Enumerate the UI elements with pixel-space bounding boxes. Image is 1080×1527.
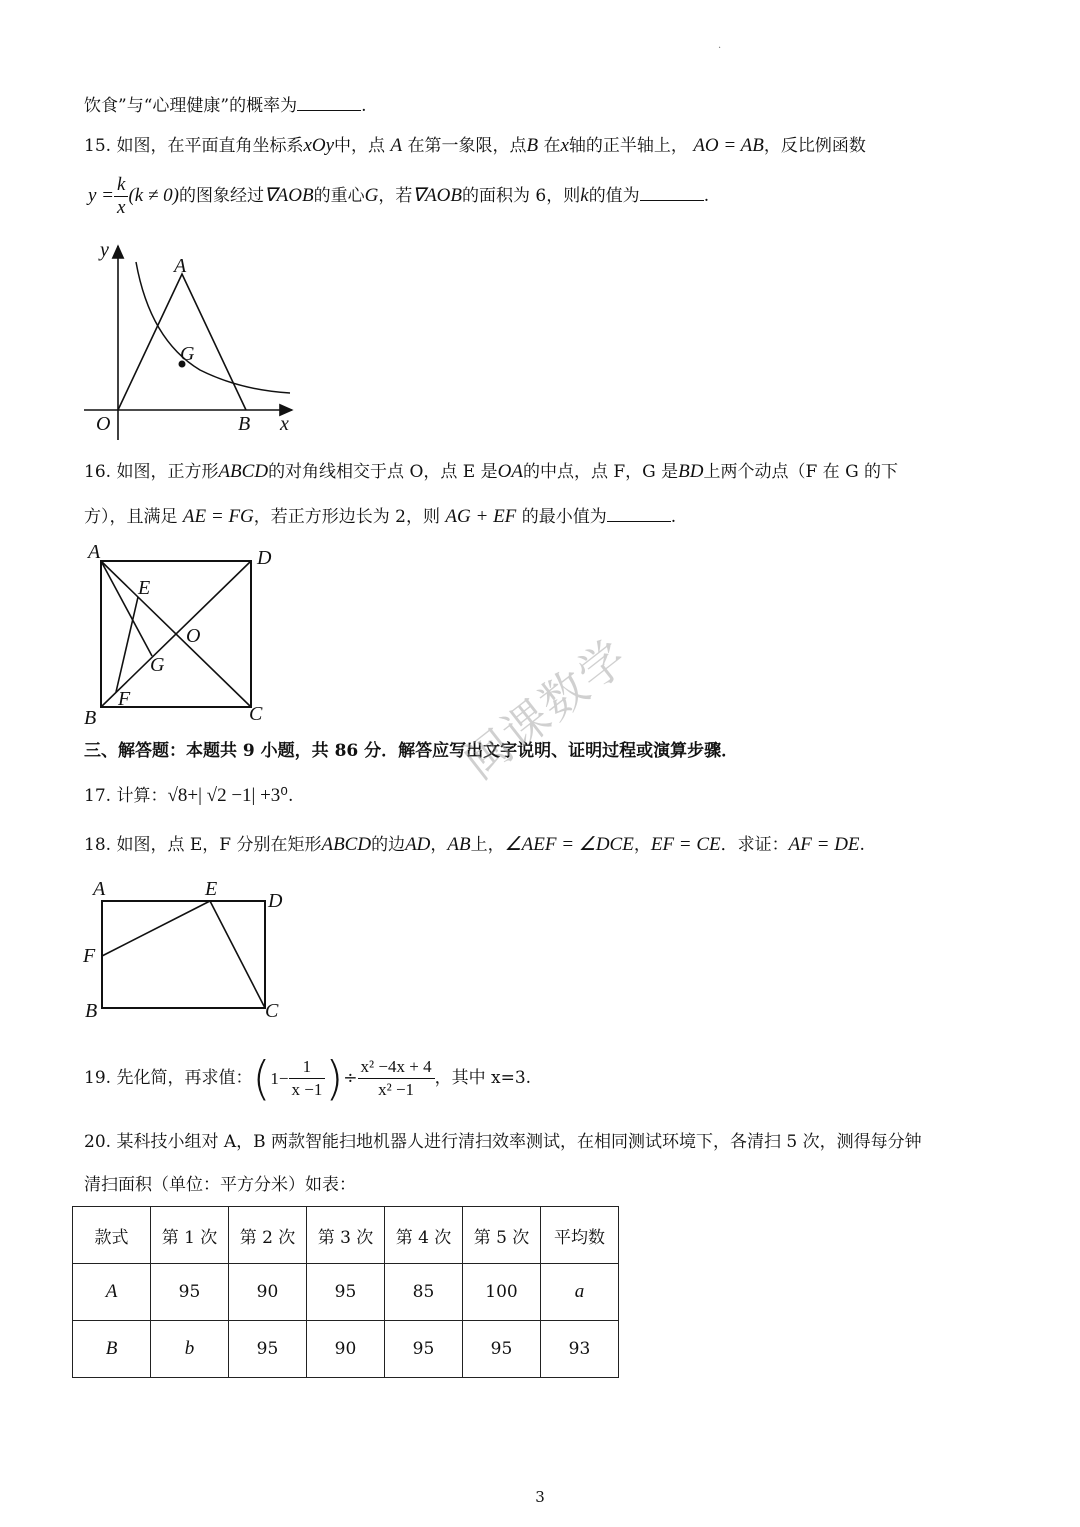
label-B: B <box>85 1000 98 1022</box>
label-y: y <box>100 239 109 261</box>
label-A: A <box>93 878 106 900</box>
label-B: B <box>238 413 251 435</box>
q20-line2: 清扫面积（单位：平方分米）如表： <box>84 1175 356 1195</box>
label-A: A <box>88 541 101 563</box>
table-cell: 95 <box>229 1321 307 1378</box>
section-3-heading: 三、解答题：本题共 9 小题，共 86 分．解答应写出文字说明、证明过程或演算步骤． <box>84 741 739 761</box>
q17: 17. 计算：√8+| √2 −1| +3⁰. <box>84 785 294 806</box>
label-G: G <box>150 654 165 676</box>
label-A: A <box>174 255 187 277</box>
table-cell: 95 <box>385 1321 463 1378</box>
q15-line2: y = $\frac{k}{x}$ (k ≠ 0)的图象经过∇AOB的重心G，若∇AOB的面积为 6，则k的值为 . <box>88 174 710 218</box>
table-cell: 90 <box>307 1321 385 1378</box>
header-cell: 第 1 次 <box>151 1207 229 1264</box>
label-B: B <box>84 707 97 729</box>
q19: 19. 先化简，再求值：( 1− $\frac{1}{x -1}$ )÷ $\frac{\text{x² −4x + 4}}{\text{x² −1}}$ ，其中 x=3. <box>84 1051 532 1106</box>
table-cell: 95 <box>463 1321 541 1378</box>
label-C: C <box>265 1000 279 1022</box>
label-C: C <box>249 703 263 725</box>
label-F: F <box>83 945 96 967</box>
header-cell: 第 5 次 <box>463 1207 541 1264</box>
label-E: E <box>205 878 218 900</box>
header-cell: 款式 <box>73 1207 151 1264</box>
label-D: D <box>268 890 283 912</box>
stray-dot: . <box>718 40 722 51</box>
table-cell: a <box>541 1264 619 1321</box>
q15-line1: 15. 如图，在平面直角坐标系xOy中，点 A 在第一象限，点B 在x轴的正半轴上， AO = AB，反比例函数 <box>84 135 866 156</box>
table-cell: 93 <box>541 1321 619 1378</box>
page-number: 3 <box>535 1488 545 1506</box>
label-G: G <box>180 343 195 365</box>
q18: 18. 如图，点 E，F 分别在矩形ABCD的边AD，AB上，∠AEF = ∠DCE，EF = CE．求证：AF = DE. <box>84 834 865 855</box>
table-cell: 95 <box>307 1264 385 1321</box>
fraction-quadratic: $\frac{\text{x² −4x + 4}}{\text{x² −1}}$ <box>358 1056 435 1101</box>
table-cell: b <box>151 1321 229 1378</box>
header-cell: 第 4 次 <box>385 1207 463 1264</box>
cleaning-efficiency-table <box>72 1206 619 1378</box>
q16-line2: 方），且满足 AE = FG，若正方形边长为 2，则 AG + EF 的最小值为 . <box>84 503 676 529</box>
rectangle-ABCD <box>102 901 265 1008</box>
table-cell: A <box>73 1264 151 1321</box>
table-cell: 85 <box>385 1264 463 1321</box>
q16-line1: 16. 如图，正方形ABCD的对角线相交于点 O，点 E 是OA的中点，点 F，G 是BD上两个动点（F 在 G 的下 <box>84 461 899 482</box>
label-F: F <box>118 688 131 710</box>
segment-EC <box>210 901 265 1008</box>
table-header-row <box>73 1207 619 1264</box>
fraction-1-over-x-minus-1: $\frac{1}{x -1}$ <box>289 1056 326 1101</box>
table-row <box>73 1264 619 1321</box>
label-O: O <box>186 625 201 647</box>
header-cell: 第 2 次 <box>229 1207 307 1264</box>
header-cell: 平均数 <box>541 1207 619 1264</box>
table-row <box>73 1321 619 1378</box>
table-cell: 95 <box>151 1264 229 1321</box>
label-E: E <box>138 577 151 599</box>
table-cell: B <box>73 1321 151 1378</box>
table-cell: 90 <box>229 1264 307 1321</box>
header-cell: 第 3 次 <box>307 1207 385 1264</box>
table-cell: 100 <box>463 1264 541 1321</box>
fraction-k-over-x: $\frac{k}{x}$ <box>114 174 128 219</box>
label-O: O <box>96 413 111 435</box>
q20-line1: 20. 某科技小组对 A，B 两款智能扫地机器人进行清扫效率测试，在相同测试环境下，各清扫 5 次，测得每分钟 <box>84 1132 922 1152</box>
q14-tail: 饮食”与“心理健康”的概率为 . <box>84 92 366 118</box>
label-D: D <box>257 547 272 569</box>
label-x: x <box>280 413 289 435</box>
watermark: 闽课数学 <box>453 628 639 790</box>
segment-FE <box>102 901 210 956</box>
